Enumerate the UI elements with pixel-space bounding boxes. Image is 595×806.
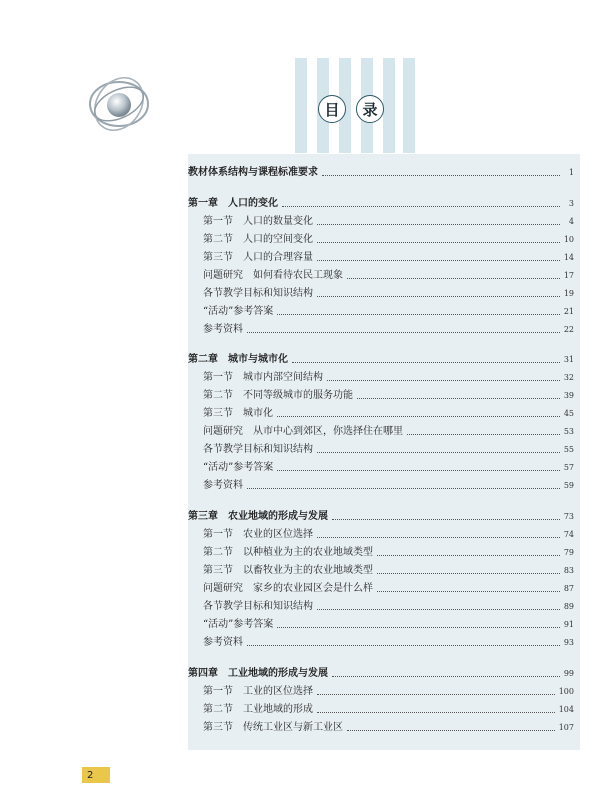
dot-leader: [317, 609, 560, 610]
dot-leader: [347, 278, 560, 279]
toc-page-number: 91: [563, 620, 574, 629]
dot-leader: [347, 730, 555, 731]
title-char-lu: 录: [356, 95, 384, 123]
toc-page-number: 100: [558, 687, 574, 696]
toc-item[interactable]: [203, 700, 574, 716]
toc-item-title: 第三节 人口的合理容量: [203, 252, 313, 263]
toc-item[interactable]: [203, 633, 574, 649]
dot-leader: [277, 627, 560, 628]
toc-page-number: 32: [563, 373, 574, 382]
toc-page-number: 74: [563, 530, 574, 539]
toc-item[interactable]: [203, 561, 574, 577]
toc-item[interactable]: [203, 284, 574, 300]
dot-leader: [317, 260, 560, 261]
toc-item[interactable]: [203, 212, 574, 228]
dot-leader: [407, 434, 560, 435]
dot-leader: [247, 332, 560, 333]
toc-page-number: 21: [563, 307, 574, 316]
dot-leader: [282, 206, 560, 207]
title-char-mu: 目: [318, 95, 346, 123]
dot-leader: [247, 645, 560, 646]
dot-leader: [277, 416, 560, 417]
toc-item[interactable]: [203, 458, 574, 474]
toc-item-title: “活动”参考答案: [203, 619, 274, 630]
toc-page-number: 107: [558, 723, 574, 732]
toc-page-number: 57: [563, 463, 574, 472]
toc-item[interactable]: [203, 302, 574, 318]
toc-page-number: 53: [563, 427, 574, 436]
dot-leader: [332, 519, 560, 520]
toc-item[interactable]: [203, 230, 574, 246]
toc-item-title: 参考资料: [203, 480, 243, 491]
toc-page-number: 59: [563, 481, 574, 490]
dot-leader: [317, 452, 560, 453]
toc-page-number: 14: [563, 253, 574, 262]
chapter-title: 第二章 城市与城市化: [188, 354, 288, 365]
toc-item-title: 第一节 农业的区位选择: [203, 529, 313, 540]
toc-item[interactable]: [203, 440, 574, 456]
toc-item-title: 第三节 城市化: [203, 408, 273, 419]
toc-item[interactable]: [203, 579, 574, 595]
toc-page-number: 10: [563, 235, 574, 244]
dot-leader: [247, 488, 560, 489]
toc-item[interactable]: [203, 682, 574, 698]
toc-page-number: 89: [563, 602, 574, 611]
toc-item[interactable]: [203, 368, 574, 384]
toc-chapter-4[interactable]: [188, 664, 574, 680]
toc-page-number: 45: [563, 409, 574, 418]
toc-item[interactable]: [203, 386, 574, 402]
toc-chapter-3[interactable]: [188, 507, 574, 523]
chapter-title: 第一章 人口的变化: [188, 198, 278, 209]
dot-leader: [377, 591, 560, 592]
toc-intro-title: 教材体系结构与课程标准要求: [188, 167, 318, 178]
dot-leader: [357, 398, 560, 399]
toc-item-title: 第三节 以畜牧业为主的农业地域类型: [203, 565, 373, 576]
toc-item-title: 第一节 人口的数量变化: [203, 216, 313, 227]
toc-page-number: 99: [563, 669, 574, 678]
dot-leader: [317, 694, 555, 695]
dot-leader: [277, 470, 560, 471]
toc-item-title: 第二节 工业地域的形成: [203, 704, 313, 715]
toc-item[interactable]: [203, 476, 574, 492]
dot-leader: [317, 537, 560, 538]
toc-chapter-1[interactable]: [188, 194, 574, 210]
toc-item-title: 参考资料: [203, 324, 243, 335]
chapter-title: 第三章 农业地域的形成与发展: [188, 511, 328, 522]
toc-item-title: “活动”参考答案: [203, 462, 274, 473]
toc-intro[interactable]: [188, 163, 574, 179]
dot-leader: [317, 224, 560, 225]
toc-page-number: 87: [563, 584, 574, 593]
dot-leader: [292, 362, 560, 363]
toc-item[interactable]: [203, 525, 574, 541]
toc-item-title: 问题研究 家乡的农业园区会是什么样: [203, 583, 373, 594]
toc-item-title: 问题研究 从市中心到郊区，你选择住在哪里: [203, 426, 403, 437]
toc-page-number: 55: [563, 445, 574, 454]
toc-page-number: 73: [563, 512, 574, 521]
toc-item[interactable]: [203, 597, 574, 613]
dot-leader: [277, 314, 560, 315]
toc-page-number: 79: [563, 548, 574, 557]
dot-leader: [327, 380, 560, 381]
toc-page-number: 93: [563, 638, 574, 647]
dot-leader: [322, 175, 560, 176]
toc-item-title: 问题研究 如何看待农民工现象: [203, 270, 343, 281]
toc-page-number: 31: [563, 355, 574, 364]
toc-chapter-2[interactable]: [188, 350, 574, 366]
toc-item-title: “活动”参考答案: [203, 306, 274, 317]
toc-item[interactable]: [203, 248, 574, 264]
chapter-title: 第四章 工业地域的形成与发展: [188, 668, 328, 679]
page-title: [318, 95, 388, 125]
toc-page-number: 1: [568, 168, 574, 177]
toc-page-number: 39: [563, 391, 574, 400]
orbit-sphere-icon: [86, 72, 152, 136]
toc-page-number: 3: [568, 199, 574, 208]
toc-item-title: 第二节 不同等级城市的服务功能: [203, 390, 353, 401]
dot-leader: [332, 676, 560, 677]
dot-leader: [317, 242, 560, 243]
toc-item[interactable]: [203, 422, 574, 438]
toc-item-title: 参考资料: [203, 637, 243, 648]
toc-item-title: 第一节 城市内部空间结构: [203, 372, 323, 383]
toc-page-number: 4: [568, 217, 574, 226]
toc-page-number: 22: [563, 325, 574, 334]
toc-item-title: 各节教学目标和知识结构: [203, 288, 313, 299]
toc-item[interactable]: [203, 543, 574, 559]
page-number: 2: [82, 767, 110, 783]
toc-item[interactable]: [203, 320, 574, 336]
toc-item-title: 第三节 传统工业区与新工业区: [203, 722, 343, 733]
toc-item[interactable]: [203, 404, 574, 420]
toc-item-title: 第二节 人口的空间变化: [203, 234, 313, 245]
dot-leader: [377, 573, 560, 574]
dot-leader: [317, 712, 555, 713]
dot-leader: [317, 296, 560, 297]
toc-item-title: 各节教学目标和知识结构: [203, 444, 313, 455]
toc-item[interactable]: [203, 266, 574, 282]
toc-item-title: 各节教学目标和知识结构: [203, 601, 313, 612]
toc-item-title: 第二节 以种植业为主的农业地域类型: [203, 547, 373, 558]
toc-item[interactable]: [203, 718, 574, 734]
toc-page-number: 17: [563, 271, 574, 280]
toc-page-number: 104: [558, 705, 574, 714]
toc-page-number: 83: [563, 566, 574, 575]
toc-page-number: 19: [563, 289, 574, 298]
toc-item-title: 第一节 工业的区位选择: [203, 686, 313, 697]
toc-item[interactable]: [203, 615, 574, 631]
dot-leader: [377, 555, 560, 556]
